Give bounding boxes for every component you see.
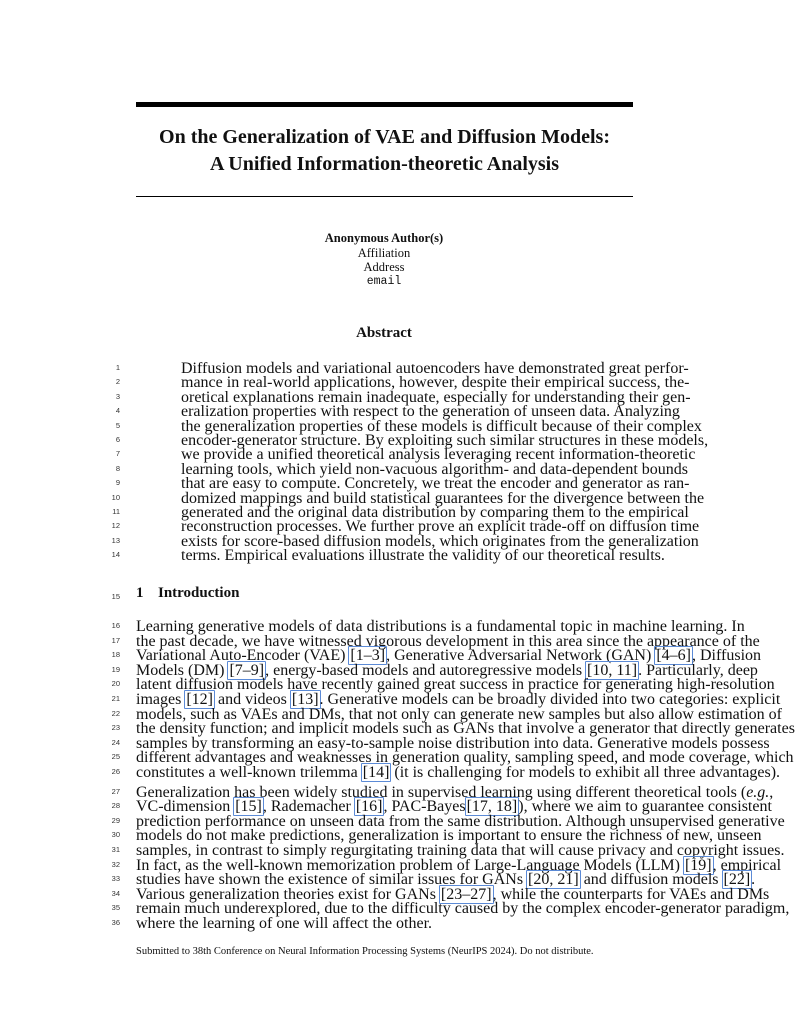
line-number: 4	[115, 406, 120, 416]
citation-link[interactable]: [22]	[723, 871, 751, 889]
line-number: 22	[111, 708, 120, 718]
line-number: 18	[111, 650, 120, 660]
line-number: 11	[112, 507, 120, 516]
text-span: Various generalization theories exist for GANs	[136, 885, 440, 903]
citation-link[interactable]: [13]	[291, 691, 319, 708]
text-span: Variational Auto-Encoder (VAE)	[136, 647, 350, 665]
text-span: , PAC-Bayes	[383, 798, 466, 816]
text-span: samples, in contrast to simply regurgitating training data that will cause privacy and copyright issues.	[136, 842, 785, 859]
line-number: 13	[111, 535, 120, 545]
line-number: 3	[115, 391, 120, 401]
text-span: ,	[769, 783, 774, 801]
line-number: 15	[111, 592, 120, 601]
citation-link[interactable]: [1–3]	[350, 647, 386, 665]
text-line	[136, 764, 780, 782]
author-email: email	[366, 274, 402, 288]
section-number: 1	[136, 585, 144, 601]
line-number: 8	[115, 463, 120, 473]
citation-link[interactable]: [20, 21]	[528, 871, 579, 889]
line-number: 6	[115, 435, 120, 444]
text-span: . Generative models can be broadly divided into two categories: explicit	[319, 691, 781, 708]
text-span: ), where we aim to guarantee consistent	[518, 798, 772, 816]
line-number: 17	[111, 635, 120, 645]
citation-link[interactable]: [7–9]	[229, 661, 265, 679]
line-number: 26	[111, 767, 120, 776]
author-name: Anonymous Author(s)	[324, 231, 444, 245]
text-span: samples by transforming an easy-to-sample noise distribution into data. Generative models possess	[136, 734, 770, 752]
citation-link[interactable]: [15]	[235, 798, 262, 816]
citation-link[interactable]: [14]	[362, 764, 390, 781]
text-span: , energy-based models and autoregressive models	[265, 661, 587, 679]
text-span: domized mappings and build statistical guarantees for the divergence between the	[181, 489, 705, 507]
line-number: 21	[111, 694, 120, 703]
line-number: 28	[111, 801, 120, 811]
text-span: models do not make predictions, generalization is important to ensure the richness of new, unseen	[136, 827, 762, 845]
text-span: the density function; and implicit models such as GANs that involve a generator that directly generates	[136, 720, 795, 738]
text-span: prediction performance on unseen data from the same distribution. Although unsupervised generative	[136, 812, 785, 830]
title-line-2: A Unified Information-theoretic Analysis	[209, 153, 560, 175]
text-span: different advantages and weaknesses in generation quality, sampling speed, and mode coverage, which	[136, 749, 794, 767]
text-span: (it is challenging for models to exhibit all three advantages).	[390, 764, 781, 781]
text-span: Diffusion models and variational autoencoders have demonstrated great perfor-	[181, 360, 689, 377]
text-span: mance in real-world applications, however, despite their empirical success, the-	[181, 374, 690, 392]
line-number: 24	[111, 737, 120, 747]
author-address: Address	[363, 260, 405, 274]
line-number: 7	[115, 449, 120, 459]
line-number: 29	[111, 815, 120, 825]
text-span: encoder-generator structure. By exploiting such similar structures in these models,	[181, 432, 709, 449]
text-span: terms. Empirical evaluations illustrate the validity of our theoretical results.	[181, 547, 665, 565]
line-number: 2	[115, 377, 120, 387]
author-affiliation: Affiliation	[357, 245, 411, 260]
text-span: Generalization has been widely studied in supervised learning using different theoretical tools (	[136, 783, 747, 801]
text-span: . Particularly, deep	[638, 661, 758, 679]
text-span: remain much underexplored, due to the difficulty caused by the complex encoder-generator paradigm,	[136, 900, 790, 918]
citation-link[interactable]: [4–6]	[656, 647, 691, 665]
line-number: 31	[111, 845, 120, 854]
text-span: where the learning of one will affect the other.	[136, 915, 433, 932]
italic-text: e.g.	[746, 783, 770, 801]
line-number: 33	[111, 874, 120, 884]
citation-link[interactable]: [17, 18]	[466, 798, 518, 816]
line-number: 23	[111, 723, 120, 733]
citation-link[interactable]: [19]	[684, 856, 712, 874]
text-span: , empirical	[712, 856, 782, 874]
line-number: 32	[111, 859, 120, 869]
text-span: learning tools, which yield non-vacuous algorithm- and data-dependent bounds	[181, 460, 688, 478]
line-number: 19	[111, 664, 120, 674]
line-number: 10	[111, 492, 120, 502]
line-number: 35	[111, 903, 120, 913]
text-span: models, such as VAEs and DMs, that not only can generate new samples but also allow estimation of	[136, 705, 782, 723]
title-rule-bottom	[136, 196, 633, 197]
line-number: 16	[111, 621, 120, 630]
text-span: studies have shown the existence of similar issues for GANs	[136, 871, 528, 889]
line-number: 20	[111, 679, 120, 689]
section-heading	[136, 585, 239, 602]
text-span: reconstruction processes. We further prove an explicit trade-off on diffusion time	[181, 518, 700, 536]
line-number: 25	[111, 752, 120, 762]
text-span: and diffusion models	[579, 871, 723, 889]
citation-link[interactable]: [12]	[186, 691, 213, 708]
submission-footer: Submitted to 38th Conference on Neural Information Processing Systems (NeurIPS 2024). Do not distribute.	[136, 946, 594, 957]
text-span: eralization properties with respect to the generation of unseen data. Analyzing	[181, 403, 680, 421]
title-rule-top	[136, 102, 633, 107]
text-span: and videos	[213, 691, 291, 708]
text-span: , Diffusion	[691, 647, 762, 665]
line-number: 9	[115, 478, 120, 488]
line-number: 27	[111, 786, 120, 796]
line-number: 36	[111, 918, 120, 927]
text-span: .	[751, 871, 756, 889]
section-title: Introduction	[158, 585, 240, 601]
citation-link[interactable]: [16]	[355, 798, 383, 816]
text-line	[181, 547, 665, 565]
text-span: latent diffusion models have recently gained great success in practice for generating high-resolution	[136, 676, 775, 694]
abstract-heading: Abstract	[356, 325, 412, 341]
text-line	[136, 915, 432, 933]
text-span: the past decade, we have witnessed vigorous development in this area since the appearance of the	[136, 632, 760, 650]
paper-title	[120, 124, 649, 178]
text-span: VC-dimension	[136, 798, 235, 816]
text-span: In fact, as the well-known memorization problem of Large-Language Models (LLM)	[136, 856, 684, 874]
text-span: oretical explanations remain inadequate, especially for understanding their gen-	[181, 388, 691, 406]
text-span: , while the counterparts for VAEs and DMs	[492, 885, 770, 903]
line-number: 34	[111, 888, 120, 898]
text-span: generated and the original data distribution by comparing them to the empirical	[181, 504, 689, 521]
text-span: , Generative Adversarial Network (GAN)	[386, 647, 656, 665]
text-span: constitutes a well-known trilemma	[136, 764, 362, 781]
citation-link[interactable]: [10, 11]	[587, 661, 638, 679]
text-span: Models (DM)	[136, 661, 229, 679]
text-span: exists for score-based diffusion models, which originates from the generalization	[181, 532, 699, 550]
line-number: 5	[115, 420, 120, 430]
title-line-1: On the Generalization of VAE and Diffusion Models:	[159, 126, 610, 148]
citation-link[interactable]: [23–27]	[440, 885, 492, 903]
text-span: we provide a unified theoretical analysis leveraging recent information-theoretic	[181, 446, 696, 464]
text-span: images	[136, 691, 186, 708]
text-span: Learning generative models of data distributions is a fundamental topic in machine learning. In	[136, 618, 745, 635]
author-block	[184, 231, 584, 289]
line-number: 14	[111, 550, 120, 560]
text-span: that are easy to compute. Concretely, we treat the encoder and generator as ran-	[181, 475, 690, 493]
line-number: 1	[115, 363, 120, 372]
text-span: the generalization properties of these models is difficult because of their complex	[181, 417, 702, 435]
line-number: 30	[111, 830, 120, 840]
line-number: 12	[111, 521, 120, 531]
text-span: , Rademacher	[262, 798, 355, 816]
